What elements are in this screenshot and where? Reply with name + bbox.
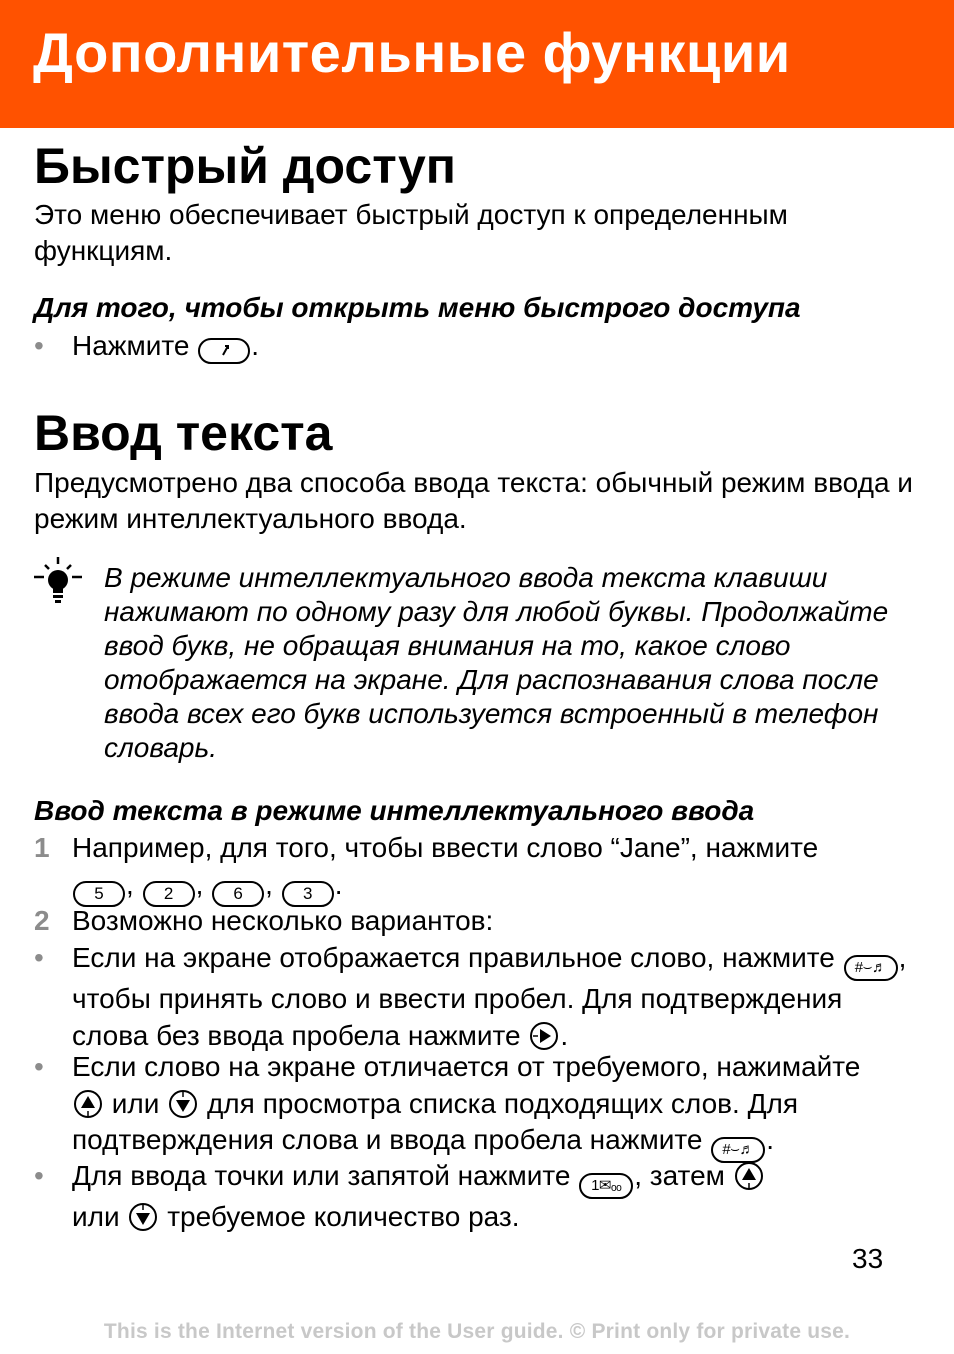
bullet-marker: • <box>34 1051 44 1082</box>
key-2-icon: 2 <box>143 881 195 907</box>
option-bullet-3: • Для ввода точки или запятой нажмите 1✉ₒₒ , затем или требуемое количество раз. <box>34 1158 924 1236</box>
chapter-title: Дополнительные функции <box>33 21 791 84</box>
step-2 <box>34 903 924 940</box>
nav-right-key-icon <box>529 1021 559 1051</box>
nav-up-key-icon <box>734 1161 764 1191</box>
tip-lightbulb-icon <box>32 557 84 607</box>
step-number: 2 <box>34 905 50 936</box>
option-bullet-2: • Если слово на экране отличается от требуемого, нажимайте или для просмотра списка подходящих слов. Для подтверждения слова и ввода пробела нажмите #⌣♬ . <box>34 1049 924 1163</box>
predictive-input-subhead: Ввод текста в режиме интеллектуального ввода <box>34 795 755 826</box>
key-6-icon: 6 <box>212 881 264 907</box>
nav-down-key-icon <box>168 1089 198 1119</box>
hash-key-icon: #⌣♬ <box>844 955 898 981</box>
step-number: 1 <box>34 832 50 863</box>
shortcut-key-icon <box>198 338 250 364</box>
nav-up-key-icon <box>73 1089 103 1119</box>
step-2-text: Возможно несколько вариантов: <box>72 905 494 936</box>
chapter-banner <box>0 0 954 128</box>
step-1-text: Например, для того, чтобы ввести слово “Jane”, нажмите <box>72 832 819 863</box>
footer-notice: This is the Internet version of the User guide. © Print only for private use. <box>103 1320 851 1343</box>
section-title-text-input: Ввод текста <box>34 405 333 461</box>
bullet-marker: • <box>34 330 44 361</box>
quick-access-subhead: Для того, чтобы открыть меню быстрого доступа <box>34 292 801 323</box>
key-5-icon: 5 <box>73 881 125 907</box>
hash-key-icon: #⌣♬ <box>711 1137 765 1163</box>
step-1: 1 Например, для того, чтобы ввести слово “Jane”, нажмите 5 , 2 , 6 , 3 . <box>34 830 924 907</box>
tip-text: В режиме интеллектуального ввода текста клавиши нажимают по одному разу для любой буквы. Продолжайте ввод букв, не обращая внимания на то, какое слово отображается на экране. Для распознавания слова после ввода всех его букв используется встроенный в телефон словарь. <box>104 562 889 763</box>
quick-access-intro: Это меню обеспечивает быстрый доступ к определенным функциям. <box>34 199 788 266</box>
bullet-marker: • <box>34 942 44 973</box>
key-3-icon: 3 <box>282 881 334 907</box>
step-text: Нажмите <box>72 330 190 361</box>
text-input-intro: Предусмотрено два способа ввода текста: обычный режим ввода и режим интеллектуального ввода. <box>34 467 913 534</box>
nav-down-key-icon <box>128 1202 158 1232</box>
page-number: 33 <box>852 1243 884 1274</box>
option-bullet-1: • Если на экране отображается правильное слово, нажмите #⌣♬ , чтобы принять слово и ввести пробел. Для подтверждения слова без ввода пробела нажмите . <box>34 942 907 1051</box>
quick-access-step: • Нажмите . <box>34 328 924 365</box>
bullet-marker: • <box>34 1160 44 1191</box>
section-title-quick-access: Быстрый доступ <box>34 138 456 194</box>
key-1-voicemail-icon: 1✉ₒₒ <box>579 1173 633 1199</box>
